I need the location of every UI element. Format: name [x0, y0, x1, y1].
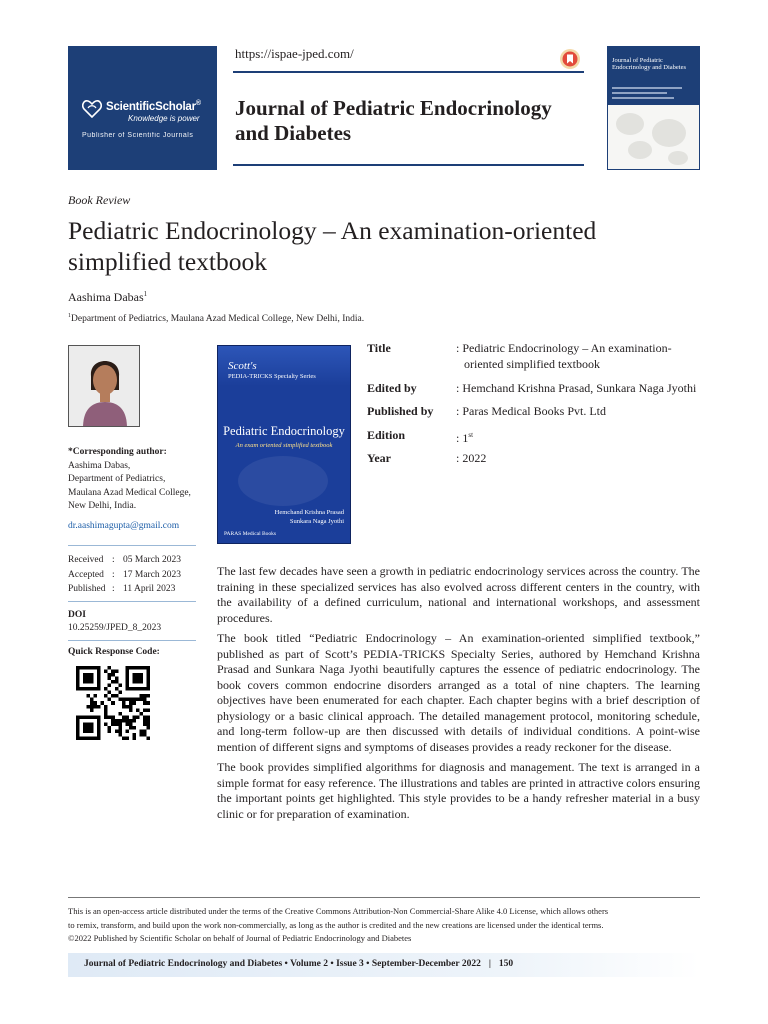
published-date: 11 April 2023 — [123, 584, 176, 594]
publication-dates: Received : 05 March 2023 Accepted : 17 March 2023 Published : 11 April 2023 — [68, 553, 181, 597]
year-label: Year — [367, 451, 391, 465]
header-title-rule — [233, 164, 584, 166]
bookmark-badge-icon[interactable] — [559, 48, 581, 70]
body-paragraph: The last few decades have seen a growth in pediatric endocrinology services across the country. The training in these specialized services has also evolved across different centers in the country, with the availability of a defined curriculum, national and international workshops, and assessment procedures. — [217, 564, 700, 625]
edition-value: : 1st — [456, 431, 474, 445]
sidebar-divider — [68, 601, 196, 602]
publisher-tagline: Knowledge is power — [128, 114, 200, 123]
publisher-heart-icon — [82, 100, 102, 118]
qr-code-label: Quick Response Code: — [68, 647, 160, 657]
corresponding-line: Department of Pediatrics, — [68, 474, 166, 484]
author-affiliation: $^1$Department of Pediatrics, Maulana Azad Medical College, New Delhi, India. — [68, 313, 365, 325]
doi-block — [68, 609, 161, 635]
book-cover-publisher: PARAS Medical Books — [224, 531, 277, 537]
qr-code[interactable] — [76, 666, 150, 740]
received-label: Received — [68, 555, 104, 565]
corresponding-line: Maulana Azad Medical College, — [68, 487, 191, 498]
corresponding-line: New Delhi, India. — [68, 501, 137, 511]
book-cover-series: PEDIA-TRICKS Specialty Series — [228, 373, 316, 380]
doi-value[interactable]: 10.25259/JPED_8_2023 — [68, 623, 162, 633]
publisher-logo — [68, 46, 217, 170]
book-cover-image — [217, 345, 351, 544]
published-by-label: Published by — [367, 404, 434, 418]
accepted-label: Accepted — [68, 569, 104, 580]
sidebar-divider — [68, 545, 196, 546]
article-title: Pediatric Endocrinology – An examination-oriented simplified textbook — [68, 216, 597, 276]
footer-citation: Journal of Pediatric Endocrinology and Diabetes • Volume 2 • Issue 3 • September-December 2022 | 150 — [84, 959, 514, 969]
published-label: Published — [68, 584, 106, 594]
corresponding-line: Aashima Dabas, — [68, 460, 131, 471]
journal-url-link[interactable]: https://ispae-jped.com/ — [235, 46, 354, 61]
book-title-label: Title — [367, 341, 391, 355]
author-photo — [68, 345, 140, 427]
article-type: Book Review — [68, 193, 131, 207]
received-date: 05 March 2023 — [123, 555, 182, 565]
sidebar-divider — [68, 640, 196, 641]
book-cover-subtitle: An exam oriented simplified textbook — [235, 442, 333, 449]
journal-cover-title: Journal of Pediatric Endocrinology and Diabetes — [612, 57, 687, 71]
book-cover-authors: Hemchand Krishna Prasad Sunkara Naga Jyothi — [274, 509, 344, 525]
review-body — [217, 564, 700, 827]
body-paragraph: The book provides simplified algorithms for diagnosis and management. The text is arranged in a simple format for easy reference. The illustrations and tables are printed in attractive colors ensuring the important points get highlighted. This style provides to be a handy refresher material in a busy clinic or for preparation of examination. — [217, 760, 700, 821]
book-cover-title: Pediatric Endocrinology — [223, 424, 345, 438]
author-name: Aashima Dabas$^1$ — [68, 290, 148, 304]
edited-by-label: Edited by — [367, 381, 417, 395]
journal-title: Journal of Pediatric Endocrinology and Diabetes — [235, 96, 552, 145]
license-notice: This is an open-access article distributed under the terms of the Creative Commons Attribution-Non Commercial-Share Alike 4.0 License, which allows others to remix, transform, and build upon the work non-commercially, as long as the author is credited and the new creations are licensed under the identical terms. ©2022 Published by Scientific Scholar on behalf of Journal of Pediatric Endocrinology and Diabetes — [68, 906, 609, 943]
journal-cover-thumbnail — [607, 46, 700, 170]
edition-label: Edition — [367, 428, 406, 442]
edited-by-value: : Hemchand Krishna Prasad, Sunkara Naga Jyothi — [456, 381, 697, 395]
book-cover-scotts: Scott's — [228, 360, 257, 372]
publisher-line: Publisher of Scientific Journals — [82, 132, 194, 139]
corresponding-author — [68, 446, 208, 514]
corresponding-author-label: *Corresponding author: — [68, 447, 167, 457]
author-email-link[interactable]: dr.aashimagupta@gmail.com — [68, 521, 180, 531]
footer-citation-band — [68, 953, 700, 977]
book-title-value: : Pediatric Endocrinology – An examination- oriented simplified textbook — [456, 341, 672, 371]
page-number: 150 — [498, 959, 514, 969]
publisher-brand: ScientificScholar® — [106, 100, 201, 113]
body-paragraph: The book titled “Pediatric Endocrinology – An examination-oriented simplified textbook,” published as part of Scott’s PEDIA-TRICKS Specialty Series, authored by Hemchand Krishna Prasad and Sunkara Naga Jyothi beautifully captures the essence of pediatric endocrinology. The book covers common endocrine disorders arranged as a total of nine chapters. The learning objectives have been enumerated for each chapter. Each chapter begins with a brief description of physiology or a basic clinical approach. The detailed management protocol, monitoring schedule, and long-term follow-up are then discussed with details of individual conditions. A point-wise mention of different signs and symptoms of diseases provides a ready reckoner for the disease. — [217, 631, 700, 754]
accepted-date: 17 March 2023 — [123, 569, 182, 580]
header-url-rule — [233, 71, 584, 73]
published-by-value: : Paras Medical Books Pvt. Ltd — [456, 404, 606, 418]
doi-label: DOI — [68, 610, 86, 620]
year-value: : 2022 — [456, 451, 487, 465]
footer-rule — [68, 897, 700, 898]
